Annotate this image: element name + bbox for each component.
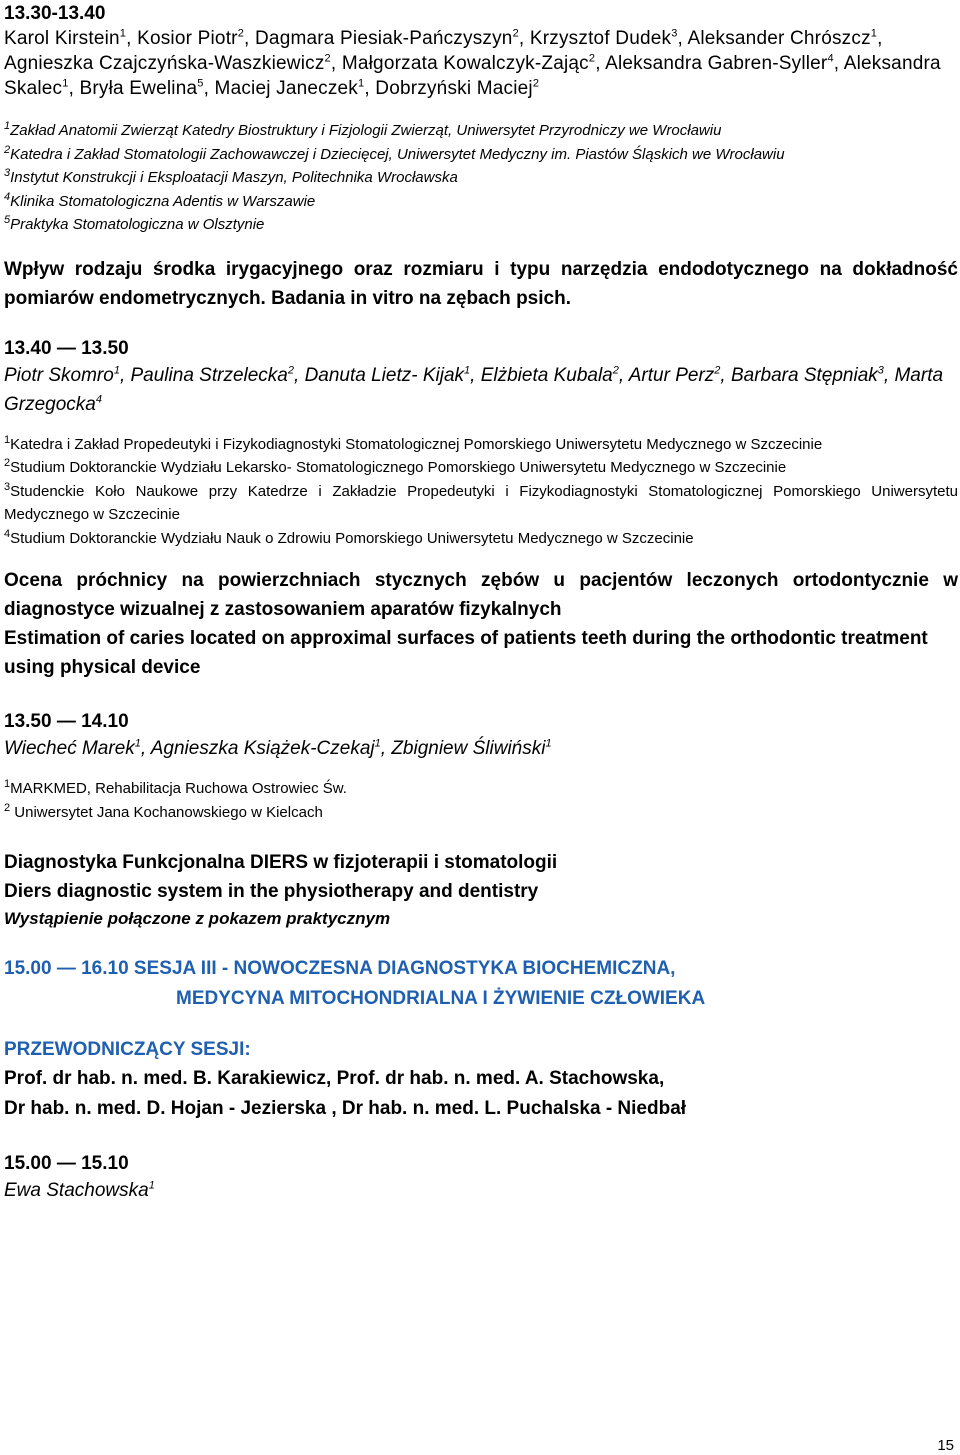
affiliation-item bbox=[4, 801, 958, 825]
session-chairs-heading: PRZEWODNICZĄCY SESJI: bbox=[4, 1039, 251, 1060]
affiliation-list-1 bbox=[4, 119, 958, 237]
abstract-title-3-pl: Diagnostyka Funkcjonalna DIERS w fizjoterapii i stomatologii bbox=[4, 852, 558, 873]
author-affiliation-marker: 1 bbox=[358, 77, 365, 90]
author-affiliation-marker: 1 bbox=[113, 364, 120, 377]
affiliation-list-2 bbox=[4, 433, 958, 551]
author-affiliation-marker: 2 bbox=[714, 364, 721, 377]
author-affiliation-marker: 1 bbox=[62, 77, 69, 90]
presentation-note: Wystąpienie połączone z pokazem praktycznym bbox=[4, 909, 391, 928]
author-affiliation-marker: 1 bbox=[374, 737, 381, 750]
author-affiliation-marker: 3 bbox=[671, 27, 678, 40]
author-affiliation-marker: 1 bbox=[119, 27, 127, 40]
author-affiliation-marker: 2 bbox=[324, 52, 331, 65]
session-chairs-line-2: Dr hab. n. med. D. Hojan - Jezierska , Dr hab. n. med. L. Puchalska - Niedbał bbox=[4, 1098, 687, 1119]
author-affiliation-marker: 2 bbox=[237, 27, 245, 40]
author-name: Marta Grzegocka bbox=[4, 364, 944, 415]
author-separator: , bbox=[833, 53, 844, 74]
affiliation-text: Uniwersytet Jana Kochanowskiego w Kielcach bbox=[10, 803, 323, 821]
author-affiliation-marker: 1 bbox=[545, 737, 552, 750]
author-separator: , bbox=[518, 28, 530, 49]
session-heading-line-1: 15.00 — 16.10 SESJA III - NOWOCZESNA DIAGNOSTYKA BIOCHEMICZNA, bbox=[4, 958, 676, 979]
author-name: Aleksandra Gabren-Syller bbox=[605, 53, 828, 74]
affiliation-text: Katedra i Zakład Stomatologii Zachowawczej i Dziecięcej, Uniwersytet Medyczny im. Piastów Śląskich we Wrocławiu bbox=[10, 145, 785, 163]
affiliation-text: Studenckie Koło Naukowe przy Katedrze i Zakładzie Propedeutyki i Fizykodiagnostyki Stomatologicznej Pomorskiego Uniwersytetu Medycznego w Szczecinie bbox=[4, 482, 958, 523]
author-separator: , bbox=[677, 28, 688, 49]
author-affiliation-marker: 3 bbox=[877, 364, 884, 377]
author-name: Artur Perz bbox=[628, 364, 715, 386]
affiliation-item bbox=[4, 119, 958, 143]
affiliation-item bbox=[4, 480, 958, 527]
affiliation-text: Katedra i Zakład Propedeutyki i Fizykodiagnostyki Stomatologicznej Pomorskiego Uniwersytetu Medycznego w Szczecinie bbox=[10, 435, 823, 453]
author-separator: , bbox=[119, 364, 131, 386]
author-affiliation-marker: 4 bbox=[95, 393, 102, 406]
author-name: Dagmara Piesiak-Pańczyszyn bbox=[255, 28, 513, 49]
page-number: 15 bbox=[937, 1437, 954, 1454]
author-name: Piotr Skomro bbox=[4, 364, 114, 386]
abstract-title-2-en: Estimation of caries located on approximal surfaces of patients teeth during the orthodontic treatment using physical device bbox=[4, 628, 928, 678]
session-chairs-line-1: Prof. dr hab. n. med. B. Karakiewicz, Prof. dr hab. n. med. A. Stachowska, bbox=[4, 1068, 665, 1089]
author-name: Kosior Piotr bbox=[137, 28, 238, 49]
author-separator: , bbox=[470, 364, 481, 386]
author-affiliation-marker: 2 bbox=[512, 27, 519, 40]
author-separator: , bbox=[618, 364, 629, 386]
author-separator: , bbox=[126, 28, 138, 49]
author-name: Agnieszka Czajczyńska-Waszkiewicz bbox=[4, 53, 325, 74]
affiliation-number: 3 bbox=[4, 167, 11, 179]
author-affiliation-marker: 1 bbox=[870, 27, 878, 40]
affiliation-item bbox=[4, 777, 958, 801]
author-name: Aleksandra Skalec bbox=[4, 53, 941, 99]
author-separator: , bbox=[877, 28, 883, 49]
affiliation-number: 2 bbox=[4, 801, 11, 814]
author-affiliation-marker: 1 bbox=[148, 1179, 155, 1192]
time-slot-2: 13.40 — 13.50 bbox=[4, 337, 129, 359]
author-separator: , bbox=[140, 738, 151, 759]
author-separator: , bbox=[364, 78, 376, 99]
author-affiliation-marker: 5 bbox=[197, 77, 204, 90]
author-affiliation-marker: 2 bbox=[532, 77, 540, 90]
affiliation-item bbox=[4, 456, 958, 480]
affiliation-number: 1 bbox=[4, 120, 11, 132]
author-name: Dobrzyński Maciej bbox=[375, 78, 533, 99]
author-separator: , bbox=[244, 28, 255, 49]
author-name: Małgorzata Kowalczyk-Zając bbox=[341, 53, 589, 74]
affiliation-text: Praktyka Stomatologiczna w Olsztynie bbox=[10, 216, 265, 233]
abstract-title-3-en: Diers diagnostic system in the physiotherapy and dentistry bbox=[4, 881, 539, 902]
time-slot-4: 15.00 — 15.10 bbox=[4, 1153, 129, 1174]
affiliation-text: Klinika Stomatologiczna Adentis w Warszawie bbox=[10, 192, 316, 210]
author-separator: , bbox=[330, 53, 342, 74]
affiliation-text: MARKMED, Rehabilitacja Ruchowa Ostrowiec Św. bbox=[10, 780, 347, 797]
author-separator: , bbox=[203, 78, 215, 99]
author-separator: , bbox=[720, 364, 731, 386]
affiliation-item bbox=[4, 213, 958, 237]
affiliation-item bbox=[4, 166, 958, 190]
abstract-title-1: Wpływ rodzaju środka irygacyjnego oraz rozmiaru i typu narzędzia endodotycznego na dokładność pomiarów endometrycznych. Badania in vitro na zębach psich. bbox=[4, 258, 958, 309]
affiliation-text: Studium Doktoranckie Wydziału Nauk o Zdrowiu Pomorskiego Uniwersytetu Medycznego w Szczecinie bbox=[10, 529, 694, 547]
author-name: Paulina Strzelecka bbox=[130, 364, 288, 386]
affiliation-number: 4 bbox=[4, 527, 11, 540]
session-heading bbox=[4, 954, 958, 1014]
author-list-3 bbox=[4, 734, 958, 763]
author-separator: , bbox=[294, 364, 305, 386]
affiliation-item bbox=[4, 433, 958, 457]
author-name: Maciej Janeczek bbox=[214, 78, 358, 99]
author-affiliation-marker: 1 bbox=[134, 737, 141, 750]
affiliation-number: 3 bbox=[4, 480, 11, 493]
author-list-2 bbox=[4, 361, 958, 419]
author-name: Aleksander Chrószcz bbox=[687, 28, 871, 49]
author-name: Wiecheć Marek bbox=[4, 738, 135, 759]
author-name: Agnieszka Książek-Czekaj bbox=[150, 738, 375, 759]
author-affiliation-marker: 2 bbox=[287, 364, 294, 377]
author-list-1 bbox=[4, 26, 958, 101]
author-name: Karol Kirstein bbox=[4, 28, 120, 49]
author-list-4 bbox=[4, 1176, 958, 1205]
affiliation-text: Zakład Anatomii Zwierząt Katedry Biostruktury i Fizjologii Zwierząt, Uniwersytet Przyrodniczy we Wrocławiu bbox=[10, 122, 722, 139]
author-name: Barbara Stępniak bbox=[730, 364, 878, 386]
author-name: Danuta Lietz- Kijak bbox=[304, 364, 465, 386]
author-affiliation-marker: 4 bbox=[827, 52, 834, 65]
affiliation-list-3 bbox=[4, 777, 958, 824]
author-name: Elżbieta Kubala bbox=[480, 364, 613, 386]
author-separator: , bbox=[595, 53, 606, 74]
author-name: Bryła Ewelina bbox=[79, 78, 198, 99]
author-separator: , bbox=[883, 364, 895, 386]
affiliation-text: Instytut Konstrukcji i Eksploatacji Maszyn, Politechnika Wrocławska bbox=[10, 169, 458, 186]
affiliation-text: Studium Doktoranckie Wydziału Lekarsko- Stomatologicznego Pomorskiego Uniwersytetu Medycznego w Szczecinie bbox=[10, 459, 787, 476]
abstract-title-2-pl: Ocena próchnicy na powierzchniach stycznych zębów u pacjentów leczonych ortodontycznie w diagnostyce wizualnej z zastosowaniem aparatów fizykalnych bbox=[4, 570, 958, 620]
author-separator: , bbox=[380, 738, 392, 759]
author-affiliation-marker: 2 bbox=[588, 52, 596, 65]
author-name: Ewa Stachowska bbox=[4, 1180, 149, 1201]
affiliation-number: 5 bbox=[4, 214, 11, 226]
affiliation-number: 4 bbox=[4, 190, 11, 203]
affiliation-item bbox=[4, 190, 958, 214]
author-name: Zbigniew Śliwiński bbox=[391, 738, 546, 759]
time-slot-1: 13.30-13.40 bbox=[4, 3, 106, 24]
affiliation-item bbox=[4, 527, 958, 551]
session-heading-line-2: MEDYCYNA MITOCHONDRIALNA I ŻYWIENIE CZŁOWIEKA bbox=[176, 988, 706, 1009]
time-slot-3: 13.50 — 14.10 bbox=[4, 711, 129, 732]
author-affiliation-marker: 2 bbox=[612, 364, 619, 377]
author-separator: , bbox=[68, 78, 80, 99]
affiliation-number: 1 bbox=[4, 433, 11, 446]
author-name: Krzysztof Dudek bbox=[529, 28, 672, 49]
affiliation-number: 2 bbox=[4, 457, 11, 469]
document-page bbox=[4, 2, 958, 1205]
affiliation-number: 2 bbox=[4, 143, 11, 156]
affiliation-item bbox=[4, 143, 958, 167]
author-affiliation-marker: 1 bbox=[464, 364, 471, 377]
affiliation-number: 1 bbox=[4, 778, 11, 790]
